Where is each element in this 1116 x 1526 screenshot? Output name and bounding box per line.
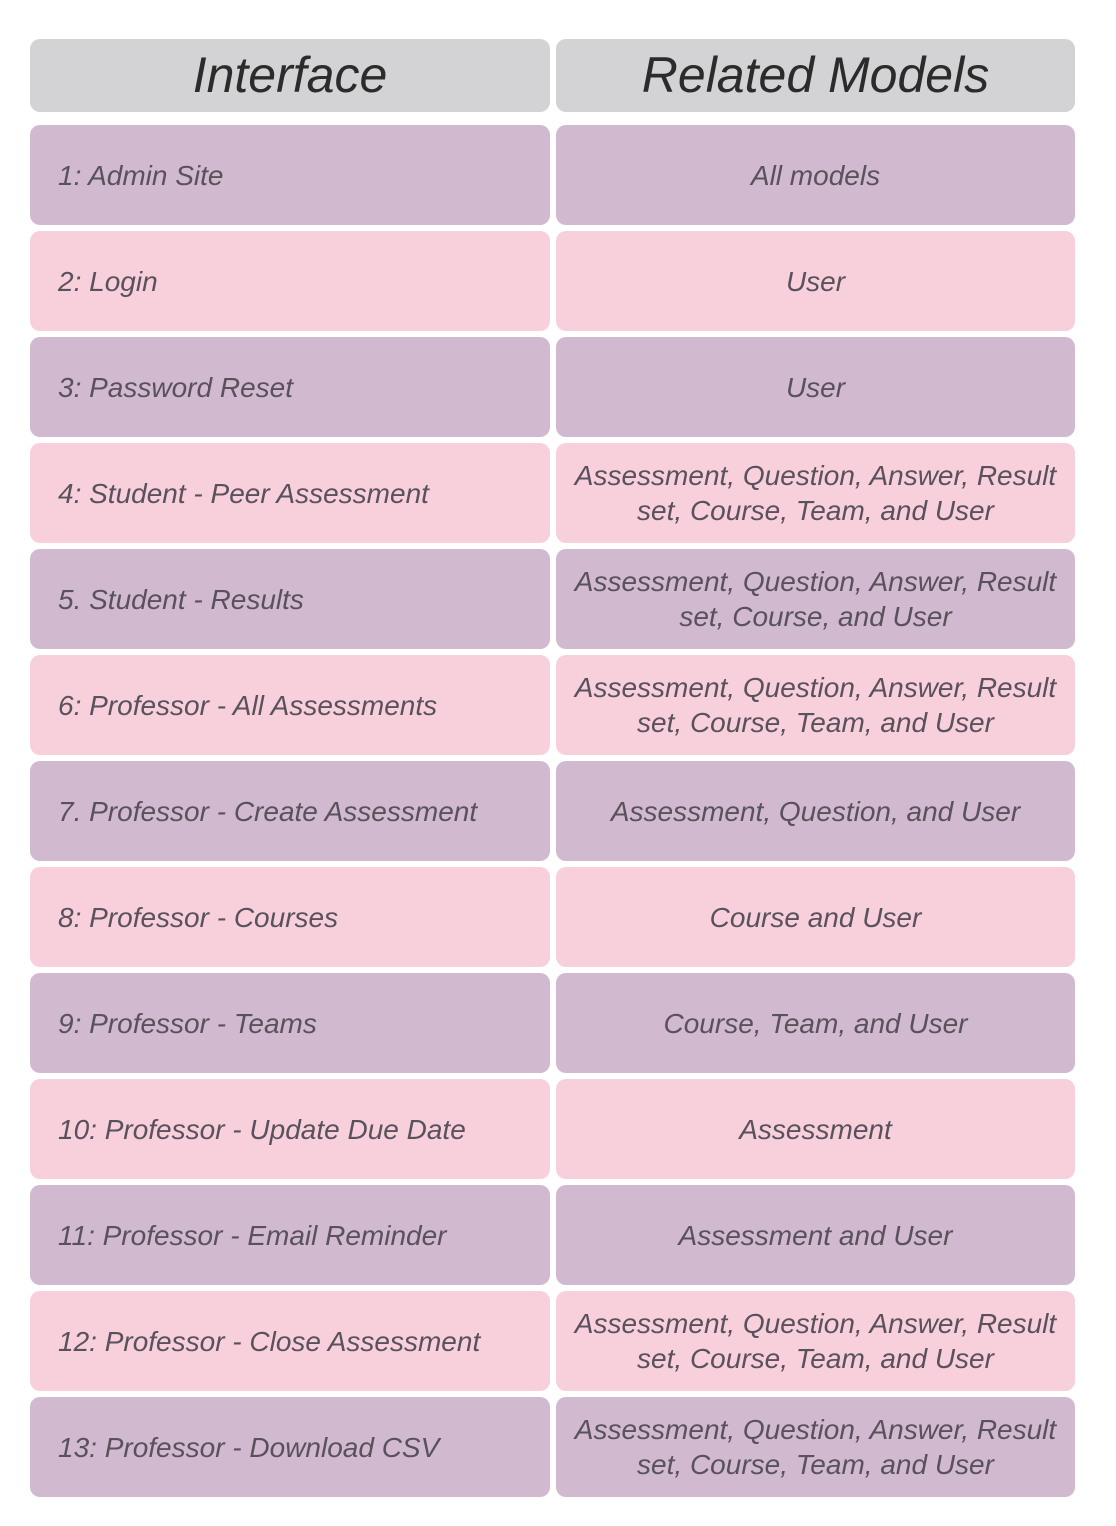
interface-models-table: [30, 39, 1075, 1503]
interface-cell: 6: Professor - All Assessments: [30, 655, 550, 755]
models-cell: Course and User: [556, 867, 1075, 967]
header-interface: Interface: [30, 39, 550, 112]
interface-cell: 12: Professor - Close Assessment: [30, 1291, 550, 1391]
models-cell: Assessment, Question, Answer, Result set, Course, Team, and User: [556, 1291, 1075, 1391]
models-cell: Assessment and User: [556, 1185, 1075, 1285]
interface-cell: 7. Professor - Create Assessment: [30, 761, 550, 861]
models-cell: Assessment, Question, Answer, Result set, Course, Team, and User: [556, 655, 1075, 755]
models-cell: Assessment, Question, Answer, Result set, Course, Team, and User: [556, 1397, 1075, 1497]
interface-cell: 10: Professor - Update Due Date: [30, 1079, 550, 1179]
table-row: [30, 1185, 1075, 1285]
table-row: [30, 231, 1075, 331]
table-row: [30, 125, 1075, 225]
table-header-row: [30, 39, 1075, 112]
table-row: [30, 973, 1075, 1073]
table-row: [30, 337, 1075, 437]
interface-cell: 8: Professor - Courses: [30, 867, 550, 967]
models-cell: Course, Team, and User: [556, 973, 1075, 1073]
models-cell: Assessment: [556, 1079, 1075, 1179]
models-cell: All models: [556, 125, 1075, 225]
models-cell: Assessment, Question, Answer, Result set, Course, Team, and User: [556, 443, 1075, 543]
interface-cell: 3: Password Reset: [30, 337, 550, 437]
table-row: [30, 1397, 1075, 1497]
table-row: [30, 1079, 1075, 1179]
table-row: [30, 867, 1075, 967]
interface-cell: 13: Professor - Download CSV: [30, 1397, 550, 1497]
table-row: [30, 443, 1075, 543]
table-row: [30, 761, 1075, 861]
models-cell: User: [556, 231, 1075, 331]
models-cell: Assessment, Question, and User: [556, 761, 1075, 861]
table-row: [30, 549, 1075, 649]
header-related-models: Related Models: [556, 39, 1075, 112]
models-cell: Assessment, Question, Answer, Result set, Course, and User: [556, 549, 1075, 649]
interface-cell: 1: Admin Site: [30, 125, 550, 225]
interface-cell: 11: Professor - Email Reminder: [30, 1185, 550, 1285]
interface-cell: 4: Student - Peer Assessment: [30, 443, 550, 543]
table-row: [30, 1291, 1075, 1391]
interface-cell: 5. Student - Results: [30, 549, 550, 649]
table-row: [30, 655, 1075, 755]
models-cell: User: [556, 337, 1075, 437]
interface-cell: 9: Professor - Teams: [30, 973, 550, 1073]
interface-cell: 2: Login: [30, 231, 550, 331]
